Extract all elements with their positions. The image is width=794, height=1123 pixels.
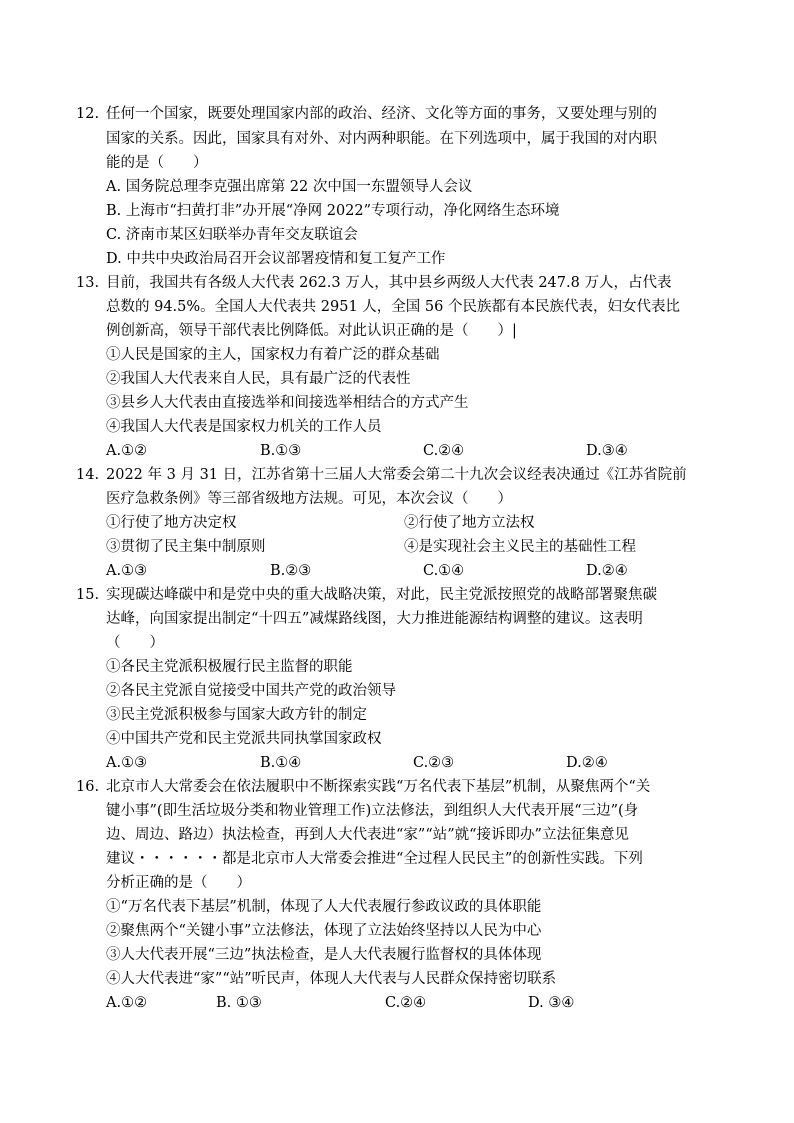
choice-a: A.①③ (106, 755, 148, 771)
question-stem-line: 医疗急救条例》等三部省级地方法规。可见，本次会议（ ） (106, 491, 512, 507)
question-stem-line: 2022 年 3 月 31 日，江苏省第十三届人大常委会第二十九次会议经表决通过《江苏省院前 (106, 467, 687, 483)
choice-c: C.②③ (413, 755, 455, 771)
choice-b: B.②③ (270, 563, 312, 579)
statement-2: ②行使了地方立法权 (404, 515, 535, 531)
statement-3: ③贯彻了民主集中制原则 (106, 539, 266, 555)
statement-4: ④我国人大代表是国家权力机关的工作人员 (106, 419, 382, 435)
question-stem-line: 边、周边、路边）执法检查，再到人大代表进“家”“站”就“接诉即办”立法征集意见 (106, 827, 629, 843)
question-number: 16. (76, 779, 100, 795)
choice-b: B.①③ (260, 443, 302, 459)
statement-1: ①各民主党派积极履行民主监督的职能 (106, 659, 353, 675)
question-stem-line: 北京市人大常委会在依法履职中不断探索实践“万名代表下基层”机制，从聚焦两个“关 (106, 779, 651, 795)
choice-c: C.①④ (423, 563, 465, 579)
statement-2: ②聚焦两个“关键小事”立法修法，体现了立法始终坚持以人民为中心 (106, 923, 542, 939)
choice-c: C.②④ (385, 995, 427, 1011)
choice-d: D. ③④ (528, 995, 575, 1011)
statement-2: ②我国人大代表来自人民，具有最广泛的代表性 (106, 371, 411, 387)
question-number: 13. (76, 275, 100, 291)
question-stem-line: 任何一个国家，既要处理国家内部的政治、经济、文化等方面的事务，又要处理与别的 (106, 106, 657, 122)
option-a: A. 国务院总理李克强出席第 22 次中国一东盟领导人会议 (106, 179, 473, 195)
choice-c: C.②④ (423, 443, 465, 459)
choice-a: A.①② (106, 443, 148, 459)
statement-2: ②各民主党派自觉接受中国共产党的政治领导 (106, 683, 396, 699)
statement-3: ③人大代表开展“三边”执法检查，是人大代表履行监督权的具体体现 (106, 947, 542, 963)
choice-d: D.③④ (586, 443, 628, 459)
question-stem-line: （ ） (106, 635, 164, 651)
statement-1: ①人民是国家的主人，国家权力有着广泛的群众基础 (106, 347, 440, 363)
statement-4: ④是实现社会主义民主的基础性工程 (404, 539, 636, 555)
choice-b: B.①④ (260, 755, 302, 771)
option-d: D. 中共中央政治局召开会议部署疫情和复工复产工作 (106, 251, 446, 267)
choice-a: A.①② (106, 995, 148, 1011)
question-number: 12. (76, 106, 100, 122)
question-stem-line: 总数的 94.5%。全国人大代表共 2951 人，全国 56 个民族都有本民族代表，妇女代表比 (106, 299, 680, 315)
question-number: 14. (76, 467, 100, 483)
choice-d: D.②④ (586, 563, 628, 579)
statement-1: ①“万名代表下基层”机制，体现了人大代表履行参政议政的具体职能 (106, 899, 542, 915)
choice-a: A.①③ (106, 563, 148, 579)
question-stem-line: 建议・・・・・・都是北京市人大常委会推进“全过程人民民主”的创新性实践。下列 (106, 851, 643, 867)
question-number: 15. (76, 587, 100, 603)
question-stem-line: 实现碳达峰碳中和是党中央的重大战略决策，对此，民主党派按照党的战略部署聚焦碳 (106, 587, 657, 603)
statement-3: ③民主党派积极参与国家大政方针的制定 (106, 707, 367, 723)
statement-4: ④中国共产党和民主党派共同执掌国家政权 (106, 731, 382, 747)
option-c: C. 济南市某区妇联举办青年交友联谊会 (106, 227, 358, 243)
choice-b: B. ①③ (216, 995, 262, 1011)
statement-1: ①行使了地方决定权 (106, 515, 237, 531)
question-stem-line: 国家的关系。因此，国家具有对外、对内两种职能。在下列选项中，属于我国的对内职 (106, 131, 657, 147)
question-stem-line: 目前，我国共有各级人大代表 262.3 万人，其中县乡两级人大代表 247.8 万人，占代表 (106, 275, 672, 291)
question-stem-line: 例创新高，领导干部代表比例降低。对此认识正确的是（ ）| (106, 323, 517, 339)
question-stem-line: 达峰，向国家提出制定“十四五”减煤路线图，大力推进能源结构调整的建议。这表明 (106, 611, 643, 627)
statement-4: ④人大代表进“家”“站”听民声，体现人大代表与人民群众保持密切联系 (106, 971, 557, 987)
option-b: B. 上海市“扫黄打非”办开展“净网 2022”专项行动，净化网络生态环境 (106, 203, 560, 219)
statement-3: ③县乡人大代表由直接选举和间接选举相结合的方式产生 (106, 395, 469, 411)
question-stem-line: 键小事”(即生活垃圾分类和物业管理工作)立法修法，到组织人大代表开展“三边”(身 (106, 803, 639, 819)
choice-d: D.②④ (566, 755, 608, 771)
question-stem-line: 能的是（ ） (106, 155, 208, 171)
question-stem-line: 分析正确的是（ ） (106, 875, 251, 891)
